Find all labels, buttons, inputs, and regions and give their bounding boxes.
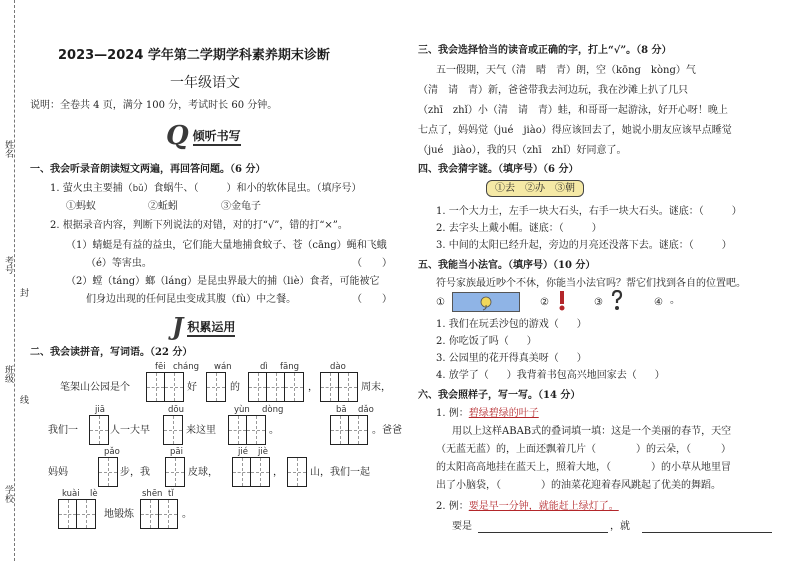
writing-grid[interactable] (89, 415, 109, 445)
q2-text: 地锻炼 (104, 509, 134, 520)
q5-num: ① (436, 297, 445, 308)
writing-grid[interactable] (98, 457, 118, 487)
q2-text: 皮球， (188, 467, 218, 478)
q6-write-prefix: 要是 (452, 521, 472, 532)
pinyin: jié (238, 447, 248, 457)
q2-text: 步，我 (120, 467, 150, 478)
school-label: 学校 (3, 485, 13, 503)
q2-text: ， (308, 382, 318, 393)
name-label: 姓名 (3, 140, 13, 158)
q2-title: 二、我会读拼音，写词语。（22 分） (30, 347, 193, 358)
pinyin: fēi (155, 362, 166, 372)
class-label: 班级 (3, 365, 13, 383)
q6-paragraph: 用以上这样ABAB式的叠词填一填：这是一个美丽的春节，天空 (452, 426, 732, 437)
q5-item3: 3. 公园里的花开得真美呀（ ） (436, 353, 587, 364)
q4-riddle-options: ①去 ②办 ③朝 (486, 180, 584, 197)
exam-subtitle: 一年级语文 (170, 75, 240, 91)
writing-grid[interactable] (163, 415, 183, 445)
pinyin: pāi (170, 447, 183, 457)
writing-grid[interactable] (58, 499, 96, 529)
writing-grid[interactable] (146, 372, 184, 402)
answer-line[interactable] (642, 532, 772, 533)
q5-title: 五、我能当小法官。（填序号）（10 分） (418, 260, 596, 271)
question-symbol-icon (610, 290, 624, 312)
q6-paragraph: （无蓝无蓝）的，上面还飘着几片（ ）的云朵，（ ） (436, 444, 731, 455)
writing-grid[interactable] (228, 415, 266, 445)
q2-text: 来这里 (186, 425, 216, 436)
q4-title: 四、我会猜字谜。（填序号）（6 分） (418, 164, 579, 175)
writing-grid[interactable] (140, 499, 178, 529)
period-symbol: 。 (670, 295, 680, 306)
line-label: 线 (18, 395, 28, 404)
pinyin: bā (336, 405, 347, 415)
q6-example1: 1. 例：碧绿碧绿的叶子 (436, 408, 539, 419)
q1-option-3: ③金龟子 (221, 201, 261, 212)
score-label: 考号 (3, 256, 13, 274)
q4-item3: 3. 中间的太阳已经升起，旁边的月亮还没落下去。谜底：（ ） (436, 240, 732, 251)
pinyin: dòng (262, 405, 284, 415)
q1-item2: 2. 根据录音内容，判断下列说法的对错，对的打“√”，错的打“×”。 (50, 220, 348, 231)
answer-line[interactable] (478, 532, 608, 533)
q2-text: 人一大早 (110, 425, 150, 436)
q5-num: ③ (594, 297, 603, 308)
writing-grid[interactable] (248, 372, 304, 402)
q6-title: 六、我会照样子，写一写。（14 分） (418, 390, 581, 401)
pinyin: dì (260, 362, 268, 372)
q1-option-1: ①蚂蚁 (66, 201, 96, 212)
q1-item2b-answer[interactable]: （ ） (352, 294, 392, 305)
symbol-comma-card (452, 292, 520, 312)
q5-item2: 2. 你吃饭了吗（ ） (436, 336, 537, 347)
exam-title: 2023—2024 学年第二学期学科素养期末诊断 (58, 48, 330, 63)
q2-text: 好 (187, 382, 197, 393)
q5-item4: 4. 放学了（ ）我背着书包高兴地回家去（ ） (436, 370, 665, 381)
section-header-accumulate (172, 312, 236, 341)
seal-label: 封 (18, 288, 28, 297)
q6-paragraph: 的太阳高高地挂在蓝天上，照着大地，（ ）的小草从地里冒 (436, 462, 731, 473)
pinyin: cháng (173, 362, 200, 372)
q3-line: 五一假期，天气（清 晴 青）朗，空（kōng kòng）气 (436, 65, 696, 76)
q1-option-2: ②蚯蚓 (148, 201, 178, 212)
q2-text: 。 (269, 425, 279, 436)
q4-item1: 1. 一个大力士，左手一块大石头，右手一块大石头。谜底：（ ） (436, 206, 742, 217)
q3-line: （zhī zhǐ）小（清 请 青）蛙，和哥哥一起游泳，好开心呀！晚上 (418, 105, 728, 116)
q4-item2: 2. 去字头上戴小帽。谜底：（ ） (436, 223, 602, 234)
q2-text: ， (273, 467, 283, 478)
q1-item1: 1. 萤火虫主要捕（bǔ）食蜗牛、（ ）和小的软体昆虫。（填序号） (50, 183, 362, 194)
q6-paragraph: 出了小脑袋，（ ）的油菜花迎着春风跳起了优美的舞蹈。 (436, 480, 721, 491)
section-q-badge: Q (166, 121, 189, 151)
section-q-title: 倾听书写 (193, 127, 241, 146)
q3-line: （清 请 青）新，爸爸带我去河边玩，我在沙滩上扒了几只 (418, 85, 688, 96)
section-j-badge: J (172, 312, 184, 341)
q5-num: ④ (654, 297, 663, 308)
pinyin: wán (214, 362, 232, 372)
pinyin: dǎo (358, 405, 374, 415)
exclamation-symbol-icon (556, 290, 568, 312)
writing-grid[interactable] (232, 457, 270, 487)
q3-line: 七点了，妈妈觉（jué jiào）得应该回去了，她说小朋友应该早点睡觉 (418, 125, 732, 136)
writing-grid[interactable] (206, 372, 226, 402)
writing-grid[interactable] (165, 457, 185, 487)
q1-title: 一、我会听录音朗读短文两遍，再回答问题。（6 分） (30, 164, 266, 175)
binding-dash-line (14, 0, 15, 561)
q2-text: 的 (230, 382, 240, 393)
q2-text: 周末， (361, 382, 391, 393)
pinyin: dào (330, 362, 346, 372)
q2-text: 山，我们一起 (310, 467, 370, 478)
pinyin: lè (90, 489, 98, 499)
section-header-listening (166, 123, 241, 149)
q3-title: 三、我会选择恰当的读音或正确的字，打上“√”。（8 分） (418, 45, 672, 56)
pinyin: jiā (95, 405, 105, 415)
q5-num: ② (540, 297, 549, 308)
pinyin: jiè (258, 447, 268, 457)
pinyin: fāng (280, 362, 299, 372)
q6-write-mid: ，就 (610, 521, 630, 532)
section-j-title: 积累运用 (187, 318, 235, 337)
q2-text: 我们一 (48, 425, 78, 436)
pinyin: tǐ (168, 489, 174, 499)
writing-grid[interactable] (330, 415, 368, 445)
q1-item2a-line2: （é）等害虫。 (86, 258, 152, 269)
q1-item2b-line1: （2）螳（táng）螂（láng）是昆虫界最大的捕（liè）食者，可能被它 (66, 276, 380, 287)
pinyin: kuài (62, 489, 80, 499)
q5-item1: 1. 我们在玩丢沙包的游戏（ ） (436, 319, 587, 330)
pinyin: dōu (168, 405, 184, 415)
q2-text: 笔架山公园是个 (60, 382, 130, 393)
q2-text: 。 (182, 509, 192, 520)
pinyin: pǎo (104, 447, 120, 457)
comma-symbol-icon (453, 293, 519, 311)
instruction-text: 说明：全卷共 4 页，满分 100 分，考试时长 60 分钟。 (30, 100, 278, 111)
q2-text: 妈妈 (48, 467, 68, 478)
q6-example2: 2. 例：要是早一分钟，就能赶上绿灯了。 (436, 501, 619, 512)
q1-item2a-line1: （1）蜻蜓是有益的益虫，它们能大量地捕食蚊子、苍（cāng）蝇和飞蛾 (66, 240, 387, 251)
writing-grid[interactable] (287, 457, 307, 487)
q3-line: （jué jiào），我的只（zhī zhǐ）好同意了。 (418, 145, 627, 156)
q1-item2b-line2: 们身边出现的任何昆虫变成其腹（fù）中之餐。 (86, 294, 297, 305)
q2-text: 。爸爸 (372, 425, 402, 436)
pinyin: yùn (234, 405, 250, 415)
pinyin: shēn (142, 489, 163, 499)
q5-intro: 符号家族最近吵个不休，你能当小法官吗？帮它们找到各自的位置吧。 (436, 278, 746, 289)
writing-grid[interactable] (320, 372, 358, 402)
q1-item2a-answer[interactable]: （ ） (352, 258, 392, 269)
